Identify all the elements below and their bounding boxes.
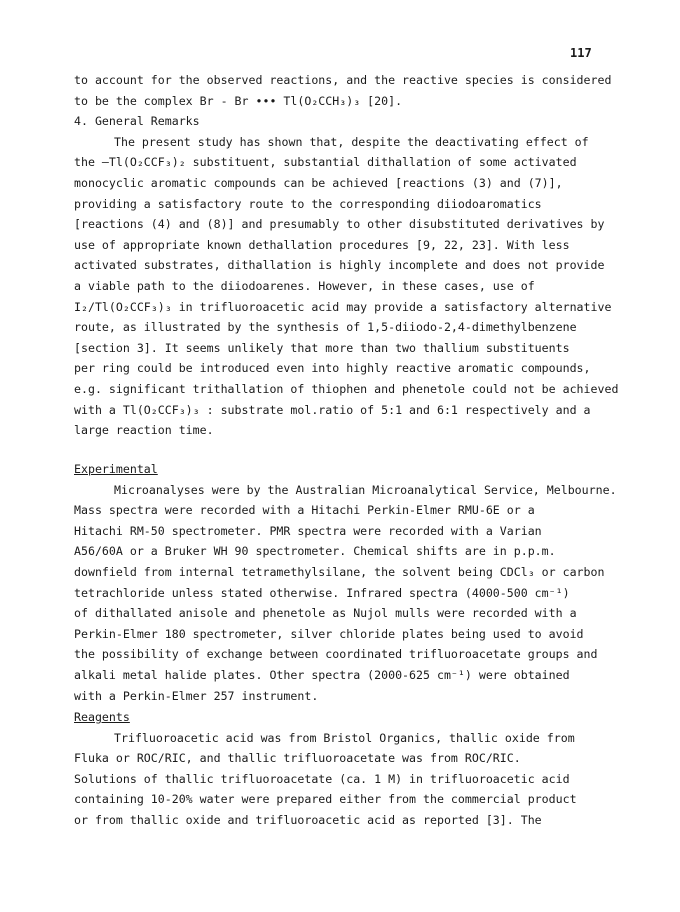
text-line: large reaction time. (74, 423, 214, 438)
text-line: providing a satisfactory route to the corresponding diiodoaromatics (74, 196, 542, 211)
text-line: Hitachi RM-50 spectrometer. PMR spectra were recorded with a Varian (74, 523, 542, 538)
text-line: Microanalyses were by the Australian Microanalytical Service, Melbourne. (114, 482, 617, 497)
text-line: Fluka or ROC/RIC, and thallic trifluoroacetate was from ROC/RIC. (74, 751, 521, 766)
section-reagents (74, 707, 614, 831)
text-line: of dithallated anisole and phenetole as Nujol mulls were recorded with a (74, 606, 577, 621)
text-line: alkali metal halide plates. Other spectra (2000-625 cm⁻¹) were obtained (74, 667, 570, 682)
text-line: Solutions of thallic trifluoroacetate (ca. 1 M) in trifluoroacetic acid (74, 771, 570, 786)
text-line: Mass spectra were recorded with a Hitachi Perkin-Elmer RMU-6E or a (74, 503, 535, 518)
text-line: downfield from internal tetramethylsilane, the solvent being CDCl₃ or carbon (74, 564, 605, 579)
text-line: the possibility of exchange between coordinated trifluoroacetate groups and (74, 647, 598, 662)
text-line: Trifluoroacetic acid was from Bristol Organics, thallic oxide from (114, 730, 575, 745)
experimental-heading: Experimental (74, 462, 158, 476)
text-line: with a Perkin-Elmer 257 instrument. (74, 688, 319, 703)
text-line: The present study has shown that, despite the deactivating effect of (114, 134, 589, 149)
text-line: to account for the observed reactions, and the reactive species is considered (74, 73, 612, 87)
text-line: or from thallic oxide and trifluoroacetic acid as reported [3]. The (74, 812, 542, 827)
text-line: use of appropriate known dethallation procedures [9, 22, 23]. With less (74, 237, 570, 252)
text-line: tetrachloride unless stated otherwise. Infrared spectra (4000-500 cm⁻¹) (74, 585, 570, 600)
text-line: the –Tl(O₂CCF₃)₂ substituent, substantial dithallation of some activated (74, 155, 577, 170)
section-heading: 4. General Remarks (74, 114, 200, 129)
text-line: to be the complex Br - Br ••• Tl(O₂CCH₃)₃ [20]. (74, 93, 403, 108)
text-line: a viable path to the diiodoarenes. However, in these cases, use of (74, 278, 535, 293)
text-line: [section 3]. It seems unlikely that more than two thallium substituents (74, 340, 570, 355)
text-line: A56/60A or a Bruker WH 90 spectrometer. Chemical shifts are in p.p.m. (74, 544, 556, 559)
text-line: containing 10-20% water were prepared either from the commercial product (74, 792, 577, 807)
text-line: route, as illustrated by the synthesis of 1,5-diiodo-2,4-dimethylbenzene (74, 320, 577, 335)
text-line: Perkin-Elmer 180 spectrometer, silver chloride plates being used to avoid (74, 626, 584, 641)
text-line: [reactions (4) and (8)] and presumably to other disubstituted derivatives by (74, 217, 605, 232)
text-line: I₂/Tl(O₂CCF₃)₃ in trifluoroacetic acid may provide a satisfactory alternative (74, 299, 612, 314)
text-line: activated substrates, dithallation is highly incomplete and does not provide (74, 258, 605, 273)
section-experimental (74, 459, 617, 706)
section-general-remarks (74, 70, 619, 441)
page-number: 117 (570, 46, 592, 60)
text-line: monocyclic aromatic compounds can be achieved [reactions (3) and (7)], (74, 175, 563, 190)
text-line: with a Tl(O₂CCF₃)₃ : substrate mol.ratio of 5:1 and 6:1 respectively and a (74, 402, 591, 417)
reagents-heading: Reagents (74, 710, 130, 724)
text-line: e.g. significant trithallation of thiophen and phenetole could not be achieved (74, 381, 619, 396)
text-line: per ring could be introduced even into highly reactive aromatic compounds, (74, 361, 591, 376)
